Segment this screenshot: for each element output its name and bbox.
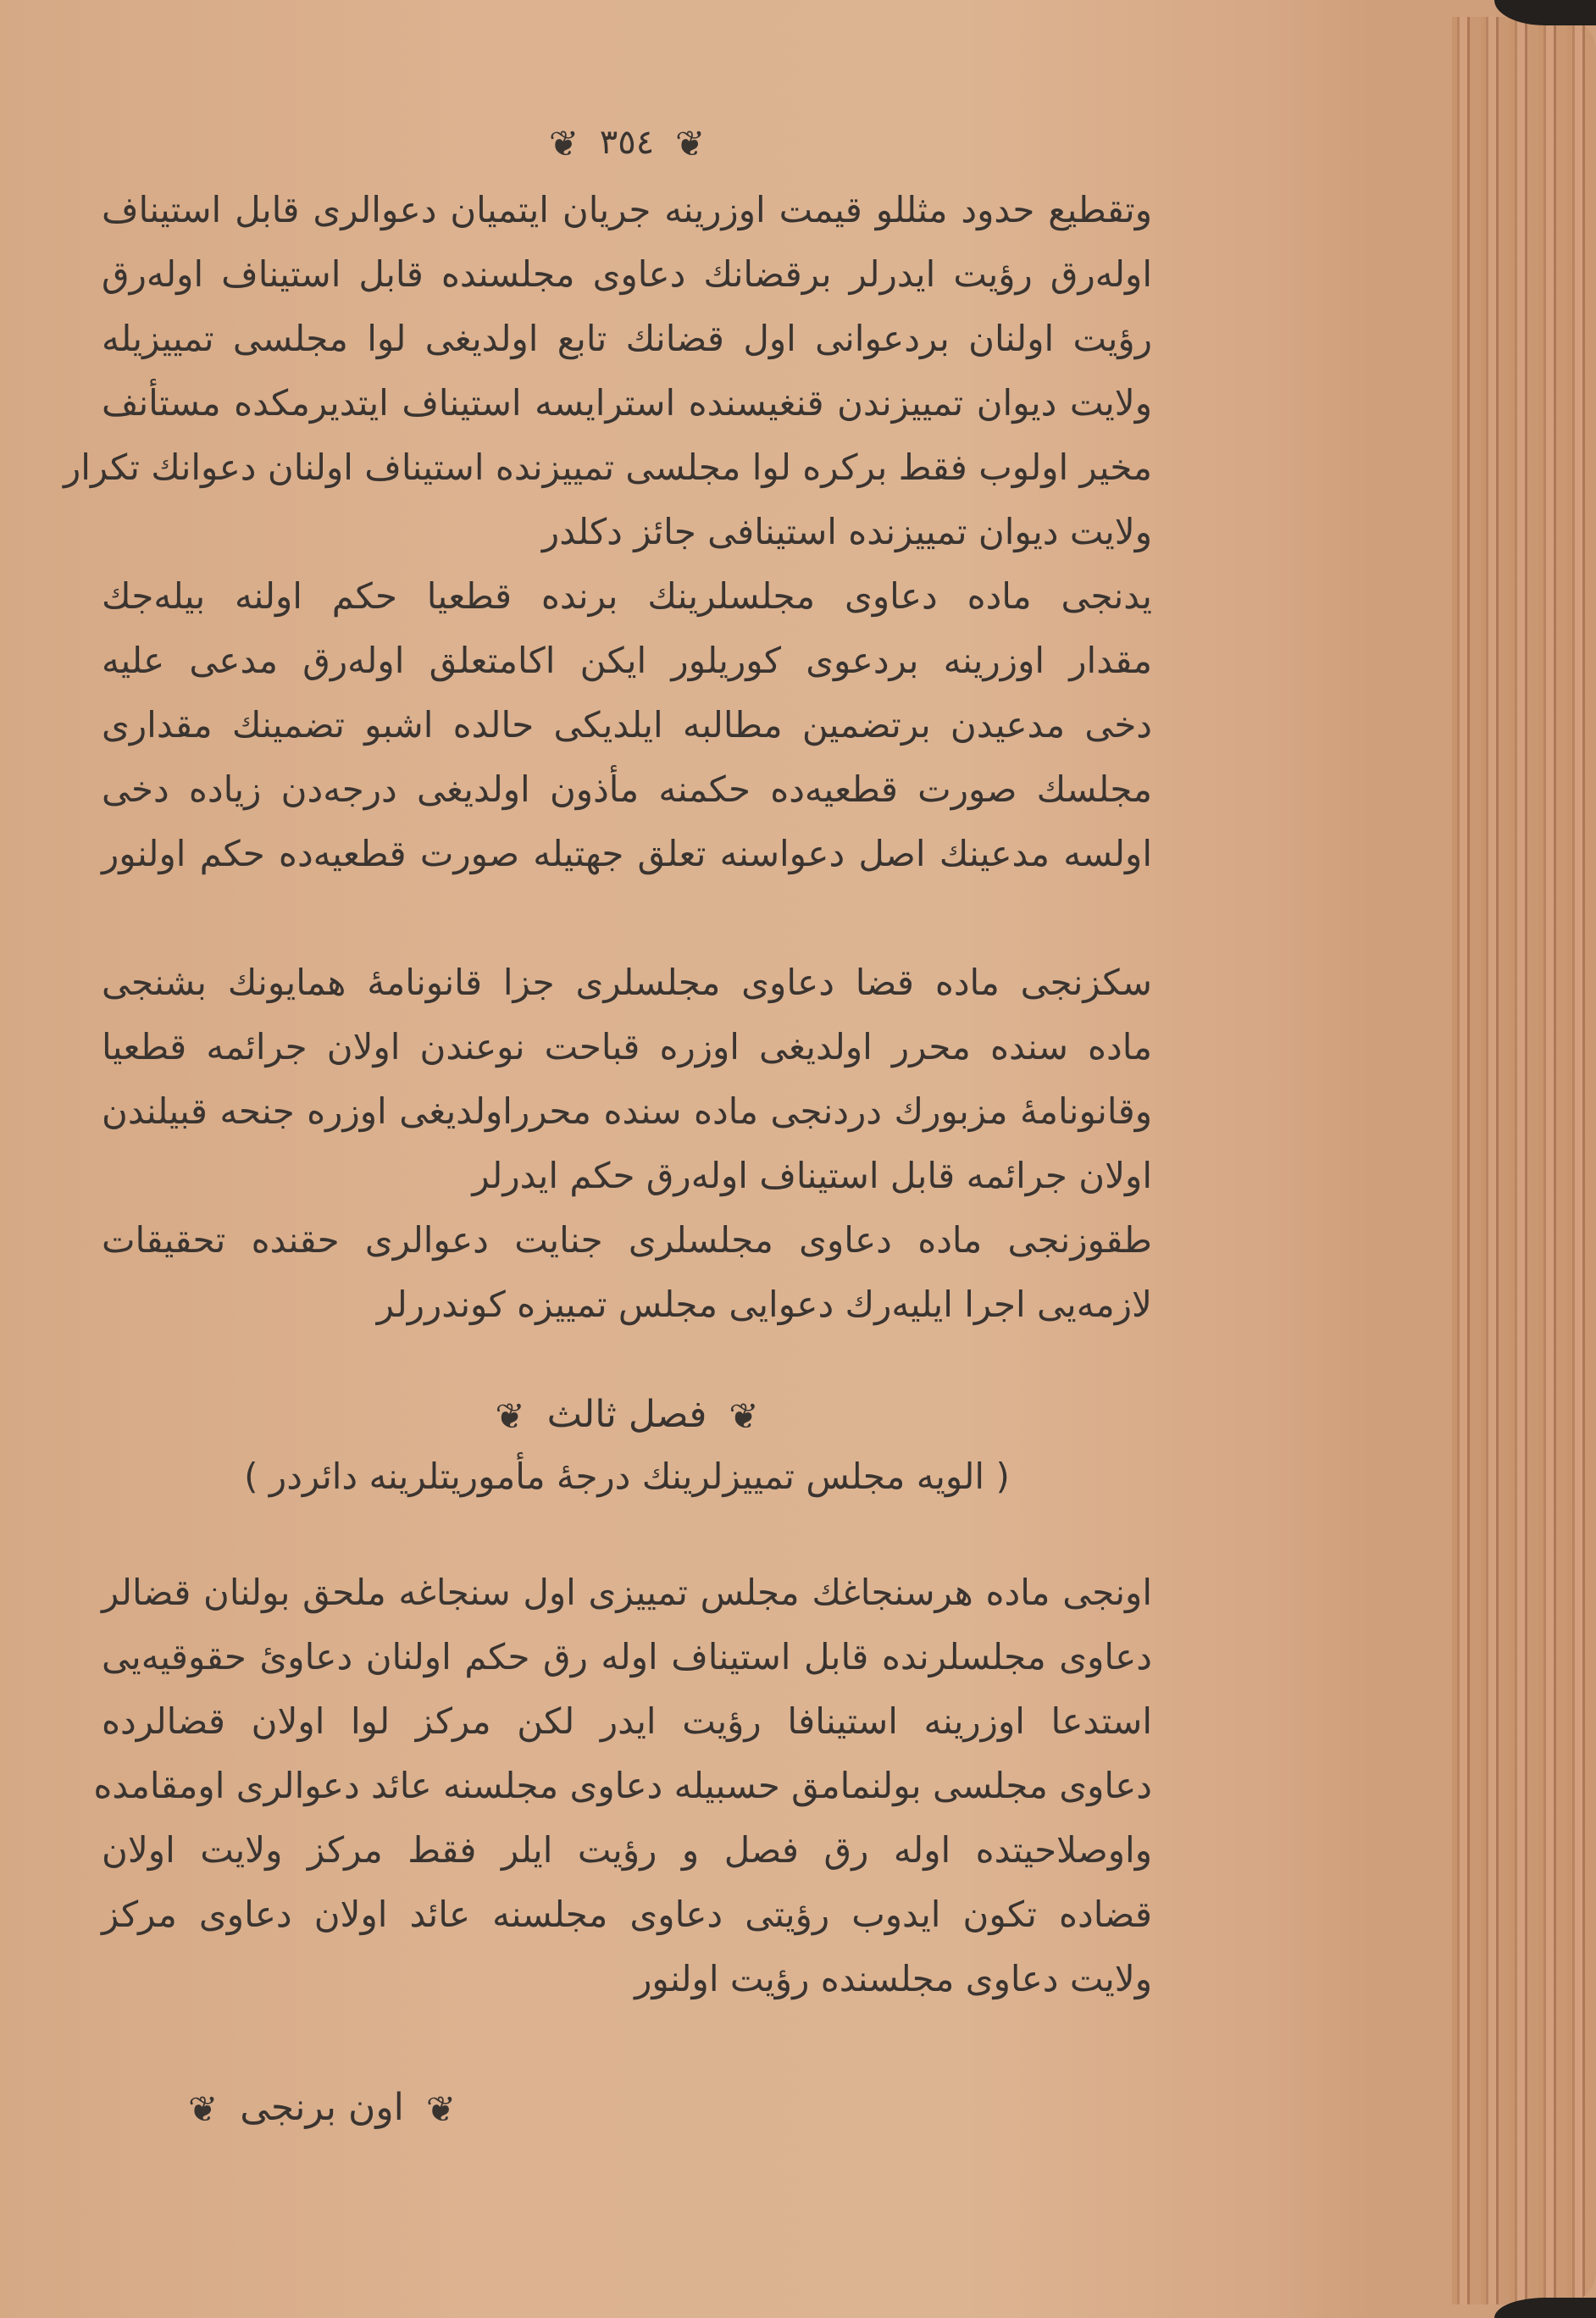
text-line: اونجی ماده هرسنجاغك مجلس تمييزی اول سنجاغه ملحق بولنان قضالر bbox=[102, 1572, 1152, 1613]
fleuron-ornament-icon: ❦ bbox=[188, 2088, 219, 2130]
paragraph-gap bbox=[102, 1506, 1152, 1561]
text-line: استدعا اوزرينه استينافا رؤيت ايدر لكن مركز لوا اولان قضالرده bbox=[102, 1700, 1152, 1742]
page-number: ٣٥٤ bbox=[599, 123, 655, 162]
fleuron-ornament-icon: ❦ bbox=[729, 1395, 759, 1437]
text-line: ولايت ديوان تمييزنده استينافی جائز دكلدر bbox=[541, 511, 1152, 552]
text-line: دخی مدعيدن برتضمين مطالبه ايلديكی حالده اشبو تضمينك مقداری bbox=[102, 704, 1152, 746]
paragraph-gap bbox=[102, 886, 1152, 951]
section-title: فصل ثالث bbox=[546, 1393, 707, 1436]
text-line: اولسه مدعينك اصل دعواسنه تعلق جهتيله صورت قطعيه‌ده حكم اولنور bbox=[102, 833, 1152, 874]
text-line: مجلسك صورت قطعيه‌ده حكمنه مأذون اولديغی درجه‌دن زياده دخی bbox=[102, 768, 1152, 810]
text-line: سكزنجی ماده قضا دعاوى مجلسلری جزا قانونامهٔ همايونك بشنجی bbox=[102, 962, 1152, 1003]
text-line: اولان جرائمه قابل استيناف اوله‌رق حكم ايدرلر bbox=[472, 1155, 1152, 1196]
text-line: واوصلاحيتده اوله رق فصل و رؤيت ايلر فقط مركز ولايت اولان bbox=[102, 1829, 1152, 1871]
fleuron-ornament-icon: ❦ bbox=[548, 123, 579, 164]
text-line: ولايت دعاوى مجلسنده رؤيت اولنور bbox=[635, 1958, 1152, 1999]
text-line: دعاوى مجلسلرنده قابل استيناف اوله رق حكم اولنان دعاوىٔ حقوقيه‌يی bbox=[102, 1636, 1152, 1678]
paragraph-article-8 bbox=[102, 951, 1152, 1208]
text-line: قضاده تكون ايدوب رؤيتی دعاوى مجلسنه عائد اولان دعاوى مركز bbox=[102, 1894, 1152, 1935]
text-line: لازمه‌يی اجرا ايليه‌رك دعوايی مجلس تمييزه كوندررلر bbox=[376, 1284, 1152, 1325]
text-line: وتقطيع حدود مثللو قيمت اوزرينه جريان ايتمیان دعوالری قابل استيناف bbox=[102, 189, 1152, 230]
text-line: ماده سنده محرر اولديغی اوزره قباحت نوعندن اولان جرائمه قطعيا bbox=[102, 1026, 1152, 1068]
text-line: رؤيت اولنان بردعوانی اول قضانك تابع اولديغی لوا مجلسی تمييزيله bbox=[102, 318, 1152, 359]
paragraph-article-6-continuation bbox=[63, 178, 1152, 564]
text-line: اوله‌رق رؤيت ايدرلر برقضانك دعاوى مجلسنده قابل استيناف اوله‌رق bbox=[102, 253, 1152, 295]
fleuron-ornament-icon: ❦ bbox=[674, 123, 706, 164]
page-header bbox=[102, 119, 1152, 178]
paragraph-article-7 bbox=[102, 564, 1152, 886]
fleuron-ornament-icon: ❦ bbox=[495, 1395, 525, 1437]
section-heading bbox=[102, 1383, 1152, 1447]
paragraph-article-10 bbox=[93, 1561, 1152, 2011]
paragraph-gap bbox=[102, 1337, 1152, 1371]
text-line: دعاوى مجلسی بولنمامق حسبيله دعاوى مجلسنه عائد دعوالری اومقامده bbox=[93, 1765, 1152, 1806]
catchword-heading bbox=[178, 2074, 466, 2143]
text-line: مقدار اوزرينه بردعوى كوريلور ايكن اكامتعلق اوله‌رق مدعی عليه bbox=[102, 640, 1152, 681]
text-line: يدنجی ماده دعاوى مجلسلرينك برنده قطعيا حكم اولنه بيله‌جك bbox=[102, 575, 1152, 617]
text-line: طقوزنجی ماده دعاوى مجلسلری جنايت دعوالری حقنده تحقيقات bbox=[102, 1219, 1152, 1261]
text-line: ولايت ديوان تمييزندن قنغيسنده استرايسه استيناف ايتديرمكده مستأنف bbox=[102, 382, 1152, 424]
book-page-edges bbox=[1452, 17, 1596, 2304]
fleuron-ornament-icon: ❦ bbox=[425, 2088, 457, 2130]
catchword: اون برنجی bbox=[240, 2086, 404, 2129]
paragraph-article-9 bbox=[102, 1208, 1152, 1337]
page-body bbox=[63, 119, 1152, 2011]
text-line: وقانونامهٔ مزبورك دردنجی ماده سنده محرراولديغی اوزره جنحه قبيلندن bbox=[102, 1090, 1152, 1132]
text-line: مخير اولوب فقط بركره لوا مجلسی تمييزنده استيناف اولنان دعوانك تكرار bbox=[63, 446, 1152, 488]
section-subtitle: ( الويه مجلس تمييزلرينك درجهٔ مأموريتلرينه دائردر ) bbox=[244, 1456, 1010, 1497]
